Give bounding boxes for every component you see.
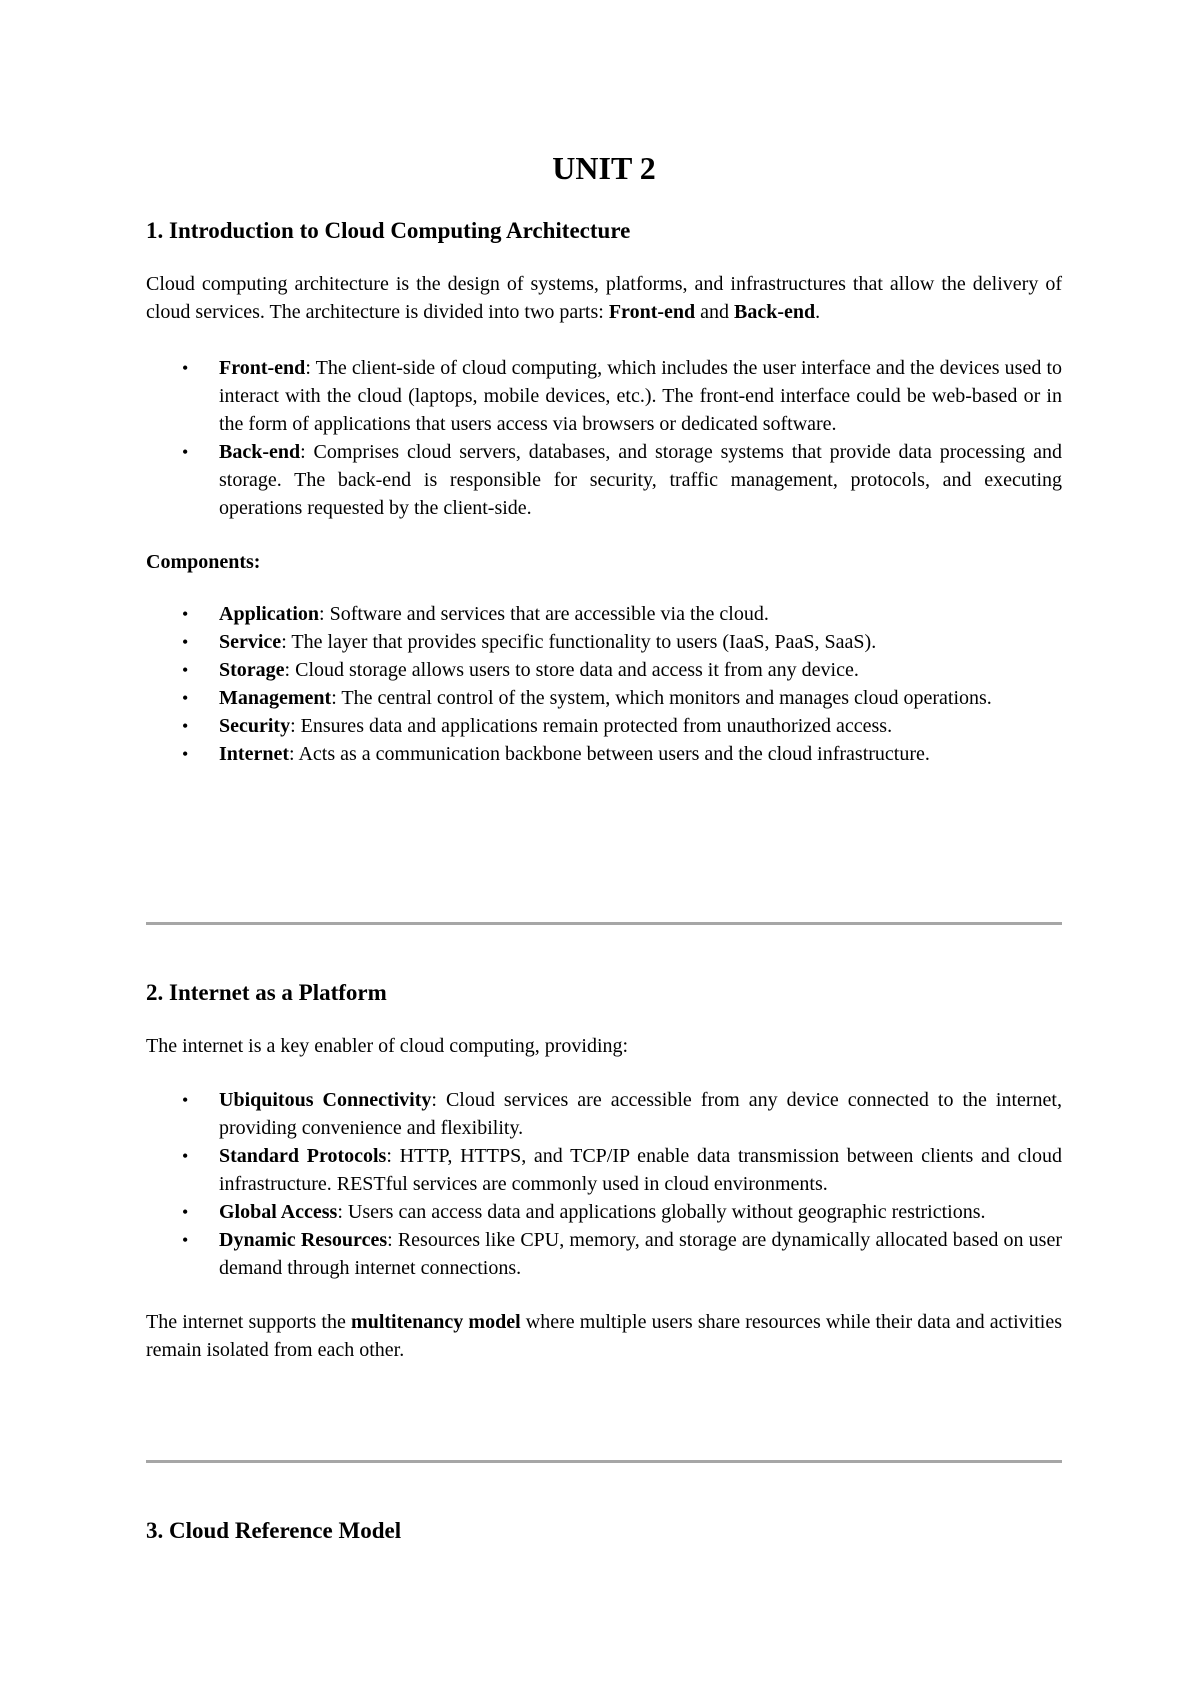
list-item: • Back-end: Comprises cloud servers, databases, and storage systems that provide data processing and storage. The back-end is responsible for security, traffic management, protocols, and executing operations requested by the client-side.	[182, 441, 1062, 519]
components-label: Components:	[146, 551, 261, 573]
section-cloud-architecture	[146, 216, 1062, 768]
section-cloud-reference-model	[146, 1516, 1062, 1546]
section-heading: 1. Introduction to Cloud Computing Architecture	[146, 218, 631, 243]
list-item: • Service: The layer that provides specific functionality to users (IaaS, PaaS, SaaS).	[182, 631, 877, 653]
list-item: • Application: Software and services that are accessible via the cloud.	[182, 603, 769, 625]
list-item: • Front-end: The client-side of cloud computing, which includes the user interface and the devices used to interact with the cloud (laptops, mobile devices, etc.). The front-end interface could be web-based or in the form of applications that users access via browsers or dedicated software.	[182, 357, 1062, 435]
list-item: • Global Access: Users can access data and applications globally without geographic restrictions.	[182, 1201, 986, 1223]
section-intro-paragraph: Cloud computing architecture is the design of systems, platforms, and infrastructures that allow the delivery of cloud services. The architecture is divided into two parts: Front-end and Back-end.	[146, 273, 1062, 323]
section-heading: 3. Cloud Reference Model	[146, 1518, 402, 1543]
components-list	[146, 600, 1062, 768]
list-item: • Security: Ensures data and applications remain protected from unauthorized access.	[182, 715, 893, 737]
list-item: • Storage: Cloud storage allows users to store data and access it from any device.	[182, 659, 859, 681]
list-item: • Management: The central control of the system, which monitors and manages cloud operations.	[182, 687, 992, 709]
list-item: • Standard Protocols: HTTP, HTTPS, and TCP/IP enable data transmission between clients and cloud infrastructure. RESTful services are commonly used in cloud environments.	[182, 1145, 1063, 1195]
unit-title: UNIT 2	[552, 150, 656, 186]
internet-features-list	[146, 1086, 1062, 1282]
section-heading: 2. Internet as a Platform	[146, 980, 387, 1005]
section-intro-paragraph: The internet is a key enabler of cloud computing, providing:	[146, 1035, 629, 1057]
architecture-parts-list	[146, 354, 1062, 522]
section-closing-paragraph: The internet supports the multitenancy model where multiple users share resources while their data and activities remain isolated from each other.	[146, 1311, 1062, 1361]
section-divider	[146, 1460, 1062, 1463]
list-item: • Dynamic Resources: Resources like CPU, memory, and storage are dynamically allocated based on user demand through internet connections.	[182, 1229, 1062, 1279]
list-item: • Ubiquitous Connectivity: Cloud services are accessible from any device connected to the internet, providing convenience and flexibility.	[182, 1089, 1062, 1139]
section-internet-platform	[146, 978, 1062, 1364]
list-item: • Internet: Acts as a communication backbone between users and the cloud infrastructure.	[182, 743, 930, 765]
section-divider	[146, 922, 1062, 925]
